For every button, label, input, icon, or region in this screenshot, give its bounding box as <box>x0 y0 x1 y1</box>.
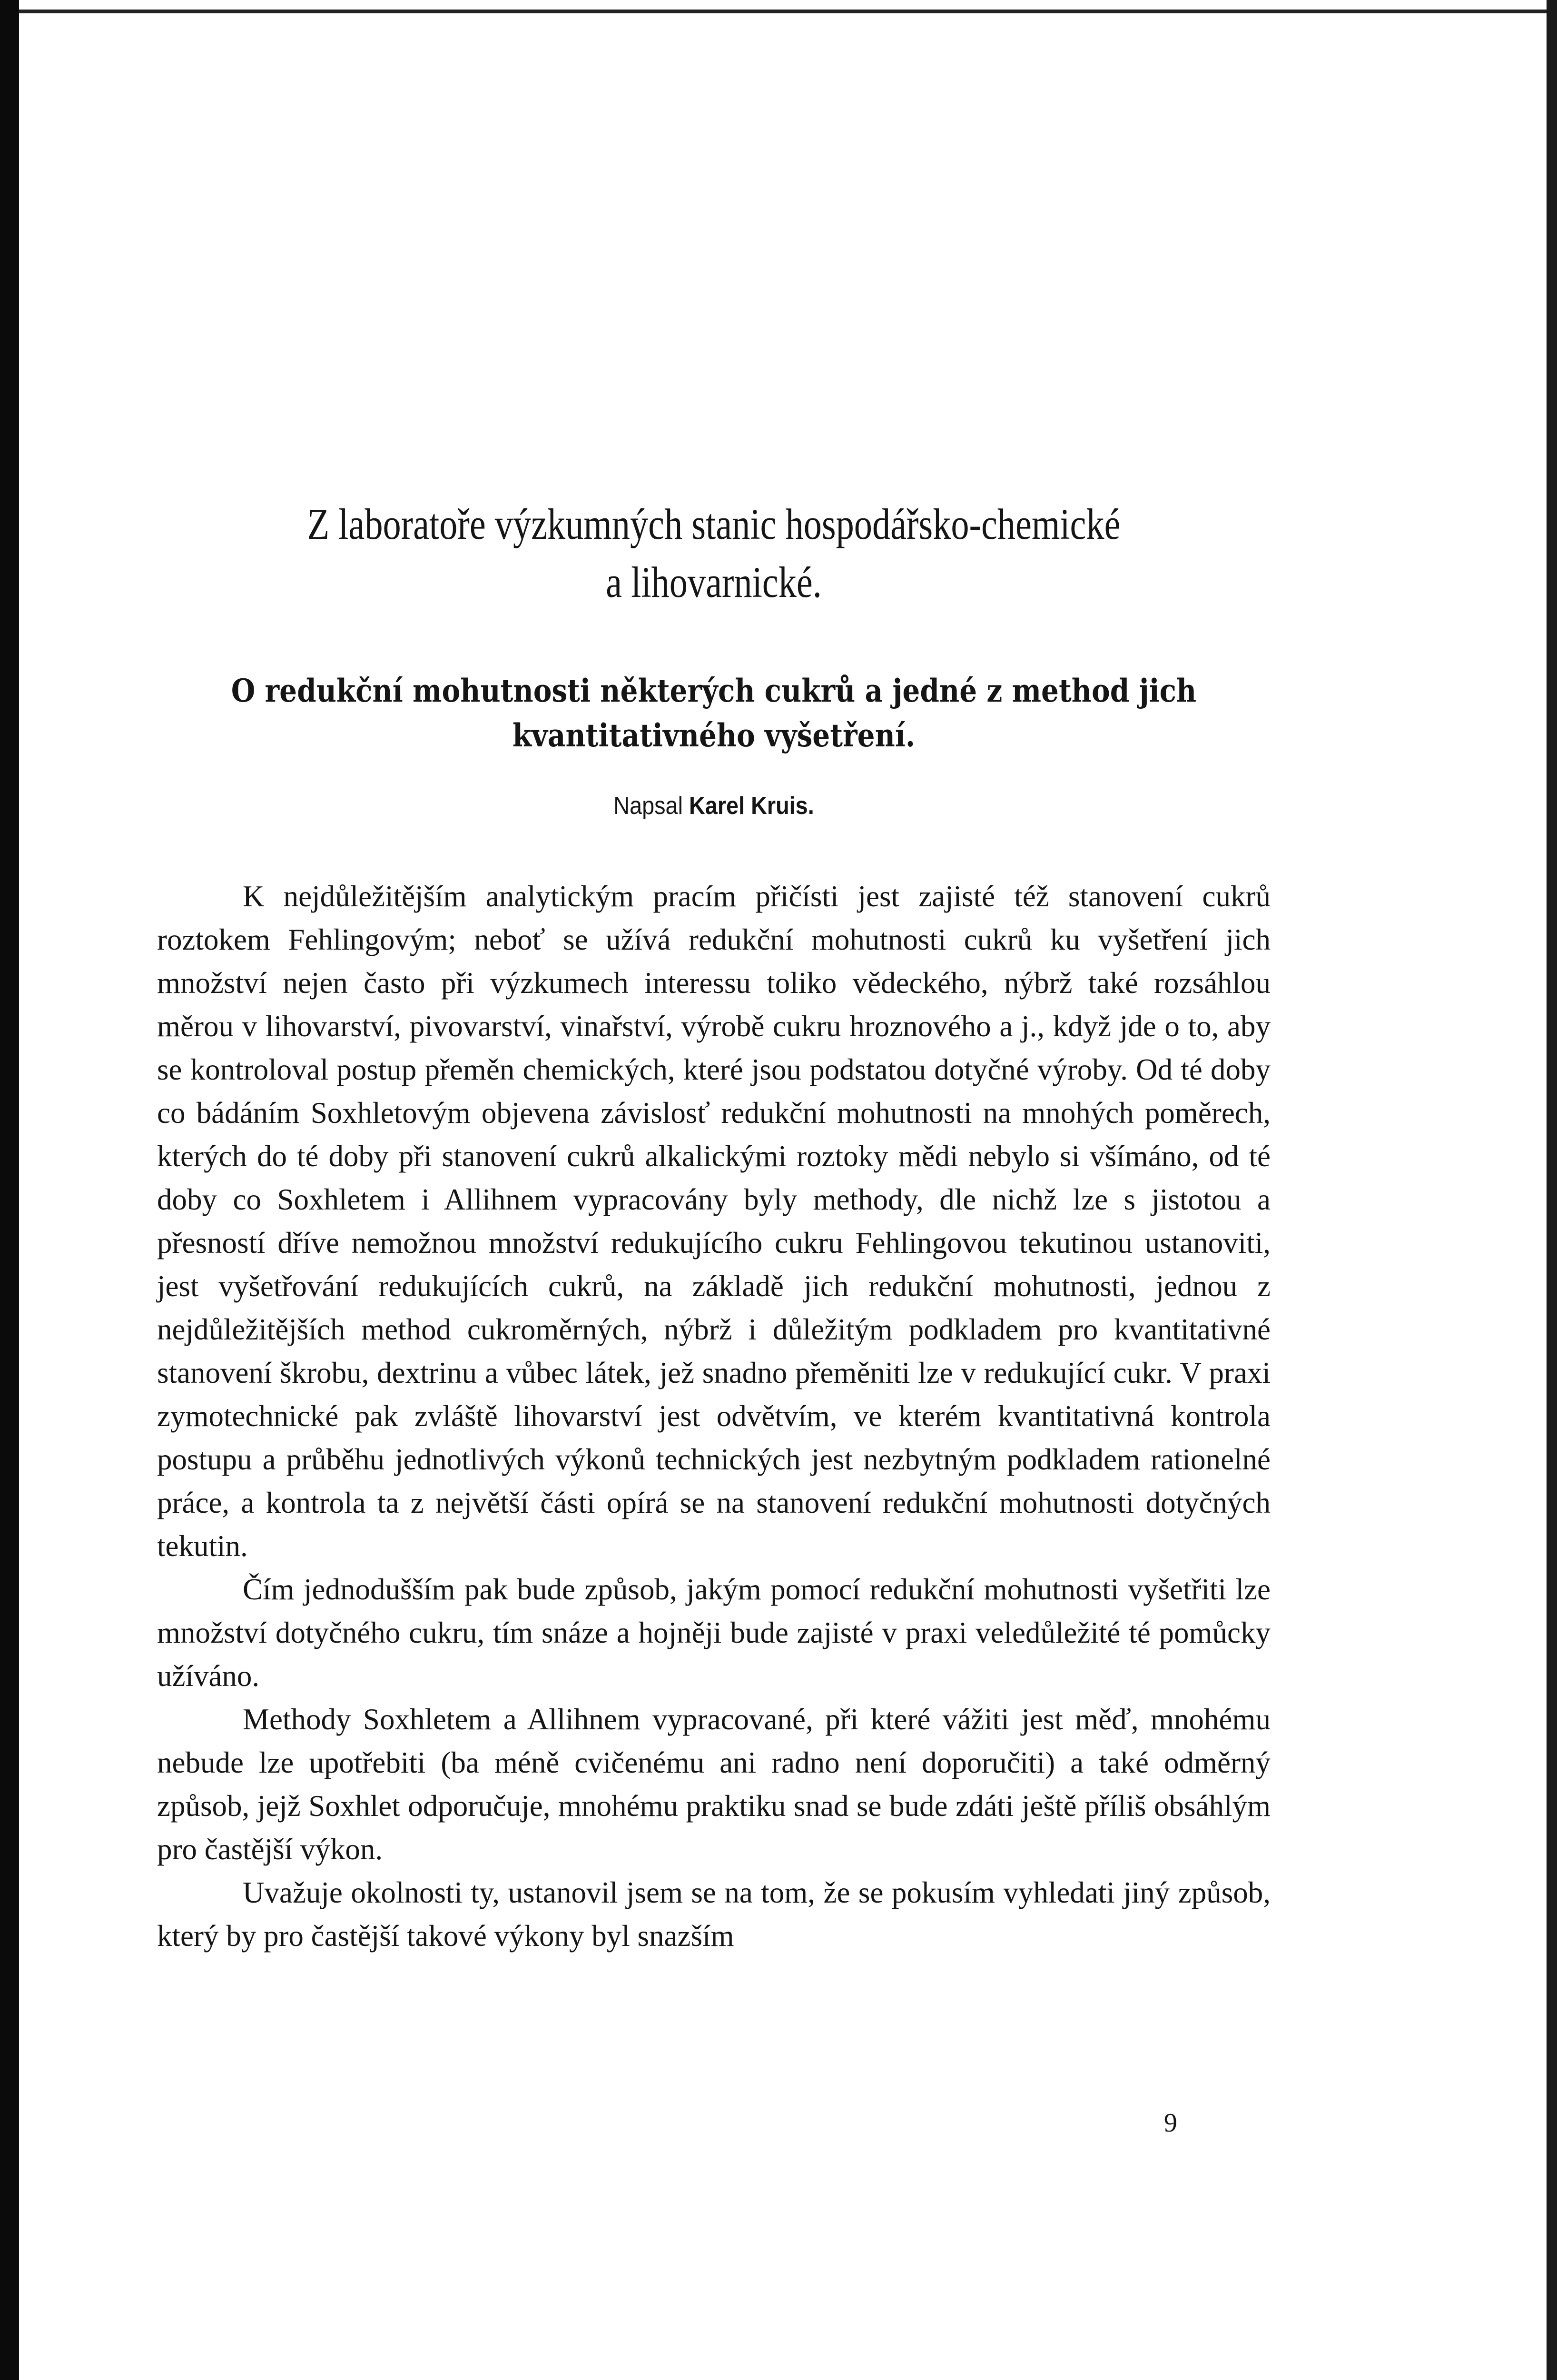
scan-top-border <box>19 10 1547 13</box>
title-line-2: a lihovarnické. <box>606 558 822 606</box>
subtitle-line-1: O redukční mohutnosti některých cukrů a jedné z method jich <box>231 672 1197 709</box>
article-body <box>157 875 1271 1958</box>
paragraph-3: Methody Soxhletem a Allihnem vypracované, při které vážiti jest měď, mnohému nebude lze upotřebiti (ba méně cvičenému ani radno není doporučiti) a také odměrný způsob, jejž Soxhlet odporučuje, mnohému praktiku snad se bude zdáti ještě příliš obsáhlým pro častější výkon. <box>157 1703 1271 1866</box>
scan-left-gutter <box>0 0 19 2380</box>
scan-right-gutter <box>1547 0 1557 2380</box>
article-title <box>252 495 1176 611</box>
author-name: Karel Kruis. <box>689 792 814 820</box>
article-subtitle <box>224 668 1203 758</box>
subtitle-line-2: kvantitativného vyšetření. <box>512 717 916 754</box>
article <box>157 495 1271 1958</box>
paragraph-4: Uvažuje okolnosti ty, ustanovil jsem se na tom, že se pokusím vyhledati jiný způsob, který by pro častější takové výkony byl snazším <box>157 1876 1271 1953</box>
paragraph-1: K nejdůležitějším analytickým pracím přičísti jest zajisté též stanovení cukrů roztokem Fehlingovým; neboť se užívá redukční mohutnosti cukrů ku vyšetření jich množství nejen často při výzkumech interessu toliko vědeckého, nýbrž také rozsáhlou měrou v lihovarství, pivovarství, vinařství, výrobě cukru hroznového a j., když jde o to, aby se kontroloval postup přeměn chemických, které jsou podstatou dotyčné výroby. Od té doby co bádáním Soxhletovým objevena závislosť redukční mohutnosti na mnohých poměrech, kterých do té doby při stanovení cukrů alkalickými roztoky mědi nebylo si všímáno, od té doby co Soxhletem i Allihnem vypracovány byly methody, dle nichž lze s jistotou a přesností dříve nemožnou množství redukujícího cukru Fehlingovou tekutinou ustanoviti, jest vyšetřování redukujících cukrů, na základě jich redukční mohutnosti, jednou z nejdůležitějších method cukroměrných, nýbrž i důležitým podkladem pro kvantitativné stanovení škrobu, dextrinu a vůbec látek, jež snadno přeměniti lze v redukující cukr. V praxi zymotechnické pak zvláště lihovarství jest odvětvím, ve kterém kvantitativná kontrola postupu a průběhu jednotlivých výkonů technických jest nezbytným podkladem rationelné práce, a kontrola ta z největší části opírá se na stanovení redukční mohutnosti dotyčných tekutin. <box>157 880 1271 1563</box>
title-line-1: Z laboratoře výzkumných stanic hospodářsko-chemické <box>307 500 1121 548</box>
paragraph-2: Čím jednodušším pak bude způsob, jakým pomocí redukční mohutnosti vyšetřiti lze množství dotyčného cukru, tím snáze a hojněji bude zajisté v praxi veledůležité té pomůcky užíváno. <box>157 1573 1271 1693</box>
author-byline <box>213 789 1215 823</box>
author-prefix: Napsal <box>613 792 683 820</box>
page-number: 9 <box>1164 2108 1177 2138</box>
